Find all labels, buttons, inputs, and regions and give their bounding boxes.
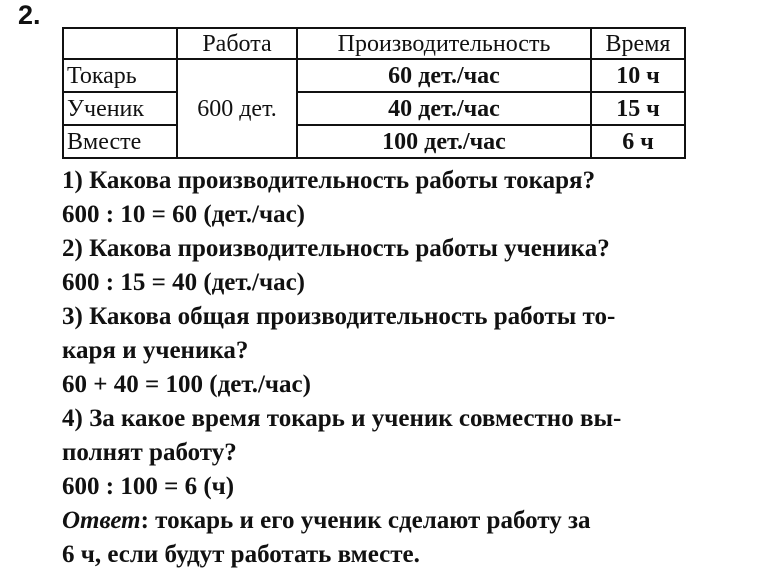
answer-3: 60 + 40 = 100 (дет./час) <box>62 371 311 398</box>
question-1: 1) Какова производительность работы токаря? <box>62 167 596 194</box>
question-2: 2) Какова производительность работы ученика? <box>62 235 610 262</box>
question-3-line-2: каря и ученика? <box>62 337 249 364</box>
final-answer-label: Ответ <box>62 507 141 534</box>
task-number: 2. <box>18 0 41 30</box>
header-cell-productivity: Производительность <box>297 28 591 59</box>
productivity-apprentice: 40 дет./час <box>297 92 591 125</box>
time-together: 6 ч <box>591 125 685 158</box>
solution-text <box>62 164 752 572</box>
data-table <box>62 27 686 159</box>
answer-1: 600 : 10 = 60 (дет./час) <box>62 201 306 228</box>
time-apprentice: 15 ч <box>591 92 685 125</box>
table-header-row <box>63 28 685 59</box>
row-label-turner: Токарь <box>63 59 177 92</box>
table-row <box>63 59 685 92</box>
productivity-together: 100 дет./час <box>297 125 591 158</box>
answer-4: 600 : 100 = 6 (ч) <box>62 473 235 500</box>
header-cell-empty <box>63 28 177 59</box>
question-3-line-1: 3) Какова общая производительность работы то- <box>62 303 616 330</box>
header-cell-work: Работа <box>177 28 297 59</box>
time-turner: 10 ч <box>591 59 685 92</box>
work-cell: 600 дет. <box>177 59 297 158</box>
final-answer-text-1: : токарь и его ученик сделают работу за <box>140 507 591 534</box>
table-row <box>63 125 685 158</box>
final-answer-line-2: 6 ч, если будут работать вместе. <box>62 541 420 568</box>
question-4-line-2: полнят работу? <box>62 439 237 466</box>
row-label-apprentice: Ученик <box>63 92 177 125</box>
answer-2: 600 : 15 = 40 (дет./час) <box>62 269 306 296</box>
productivity-turner: 60 дет./час <box>297 59 591 92</box>
row-label-together: Вместе <box>63 125 177 158</box>
header-cell-time: Время <box>591 28 685 59</box>
table-row <box>63 92 685 125</box>
final-answer-line-1 <box>62 504 752 538</box>
question-4-line-1: 4) За какое время токарь и ученик совместно вы- <box>62 405 622 432</box>
